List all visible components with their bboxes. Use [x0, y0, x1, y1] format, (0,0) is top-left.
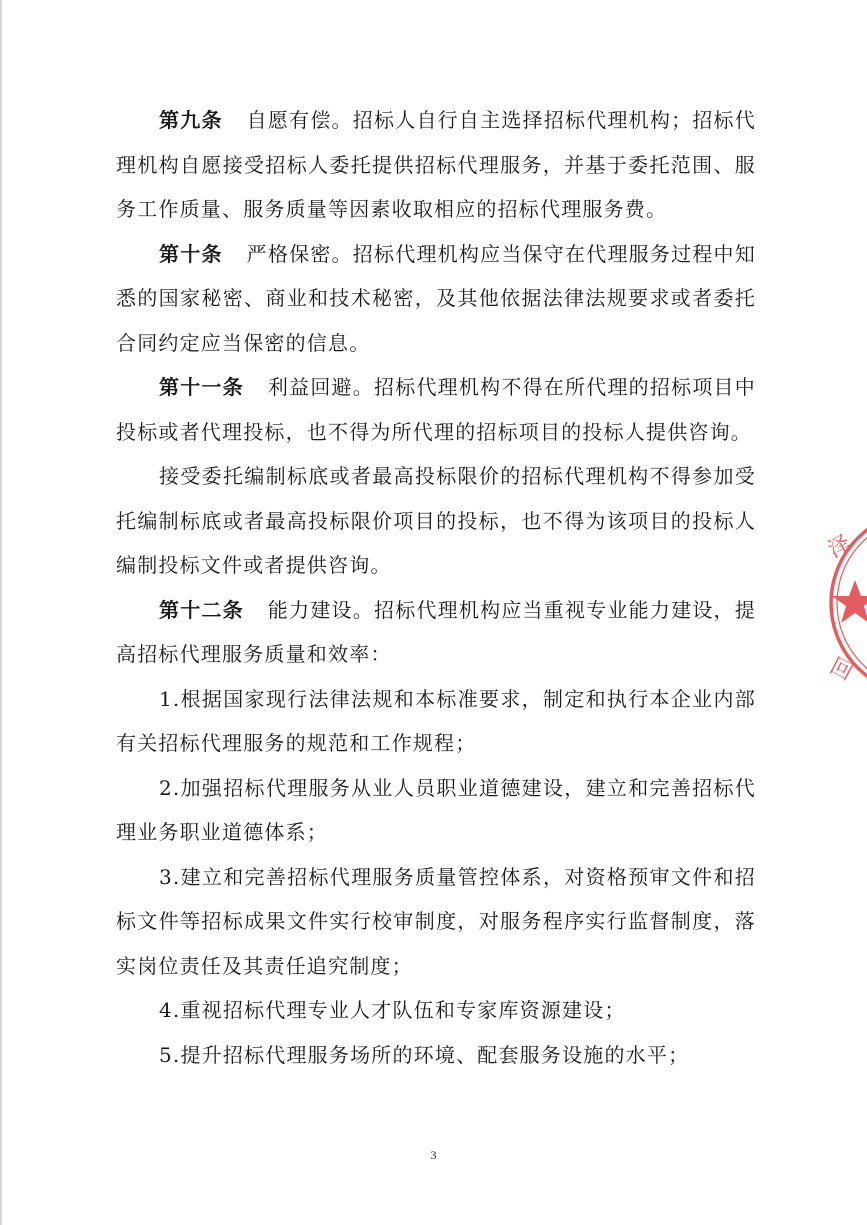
article-11-paragraph-2: [116, 454, 756, 588]
list-item-text: 5.提升招标代理服务场所的环境、配套服务设施的水平；: [159, 1042, 690, 1067]
article-12-heading: 第十二条: [159, 597, 244, 622]
article-10: [116, 232, 756, 366]
svg-text:泽: 泽: [824, 530, 856, 564]
article-9-text: 自愿有偿。招标人自行自主选择招标代理机构；招标代理机构自愿接受招标人委托提供招标代理服务，并基于委托范围、服务工作质量、服务质量等因素收取相应的招标代理服务费。: [116, 108, 756, 221]
list-item-text: 2.加强招标代理服务从业人员职业道德建设，建立和完善招标代理业务职业道德体系；: [116, 775, 756, 844]
article-10-heading: 第十条: [159, 241, 223, 266]
list-item-text: 3.建立和完善招标代理服务质量管控体系，对资格预审文件和招标文件等招标成果文件实行校审制度，对服务程序实行监督制度，落实岗位责任及其责任追究制度；: [116, 864, 756, 978]
article-12-item-3: [116, 855, 756, 989]
article-11-heading: 第十一条: [159, 375, 244, 399]
article-12-item-4: [116, 988, 756, 1033]
article-11: [116, 365, 756, 454]
page-number: 3: [430, 1148, 437, 1162]
list-item-text: 1.根据国家现行法律法规和本标准要求，制定和执行本企业内部有关招标代理服务的规范和工作规程；: [116, 686, 756, 755]
official-seal: [815, 508, 867, 698]
article-12-item-5: [116, 1033, 756, 1078]
article-12: [116, 588, 756, 677]
list-item-text: 4.重视招标代理专业人才队伍和专家库资源建设；: [159, 998, 626, 1022]
article-9: [116, 98, 756, 232]
document-body: [116, 98, 756, 1077]
article-12-item-1: [116, 677, 756, 766]
scan-edge: [0, 0, 2, 1225]
article-10-text: 严格保密。招标代理机构应当保守在代理服务过程中知悉的国家秘密、商业和技术秘密，及其他依据法律法规要求或者委托合同约定应当保密的信息。: [116, 241, 756, 355]
seal-graphic: [815, 508, 867, 698]
article-9-heading: 第九条: [159, 108, 223, 132]
article-11-paragraph-2-text: 接受委托编制标底或者最高投标限价的招标代理机构不得参加受托编制标底或者最高投标限价项目的投标，也不得为该项目的投标人编制投标文件或者提供咨询。: [116, 464, 756, 577]
article-12-text: 能力建设。招标代理机构应当重视专业能力建设，提高招标代理服务质量和效率：: [116, 597, 756, 666]
article-12-item-2: [116, 766, 756, 855]
svg-text:回: 回: [825, 653, 857, 687]
article-11-text: 利益回避。招标代理机构不得在所代理的招标项目中投标或者代理投标，也不得为所代理的招标项目的投标人提供咨询。: [116, 375, 756, 444]
